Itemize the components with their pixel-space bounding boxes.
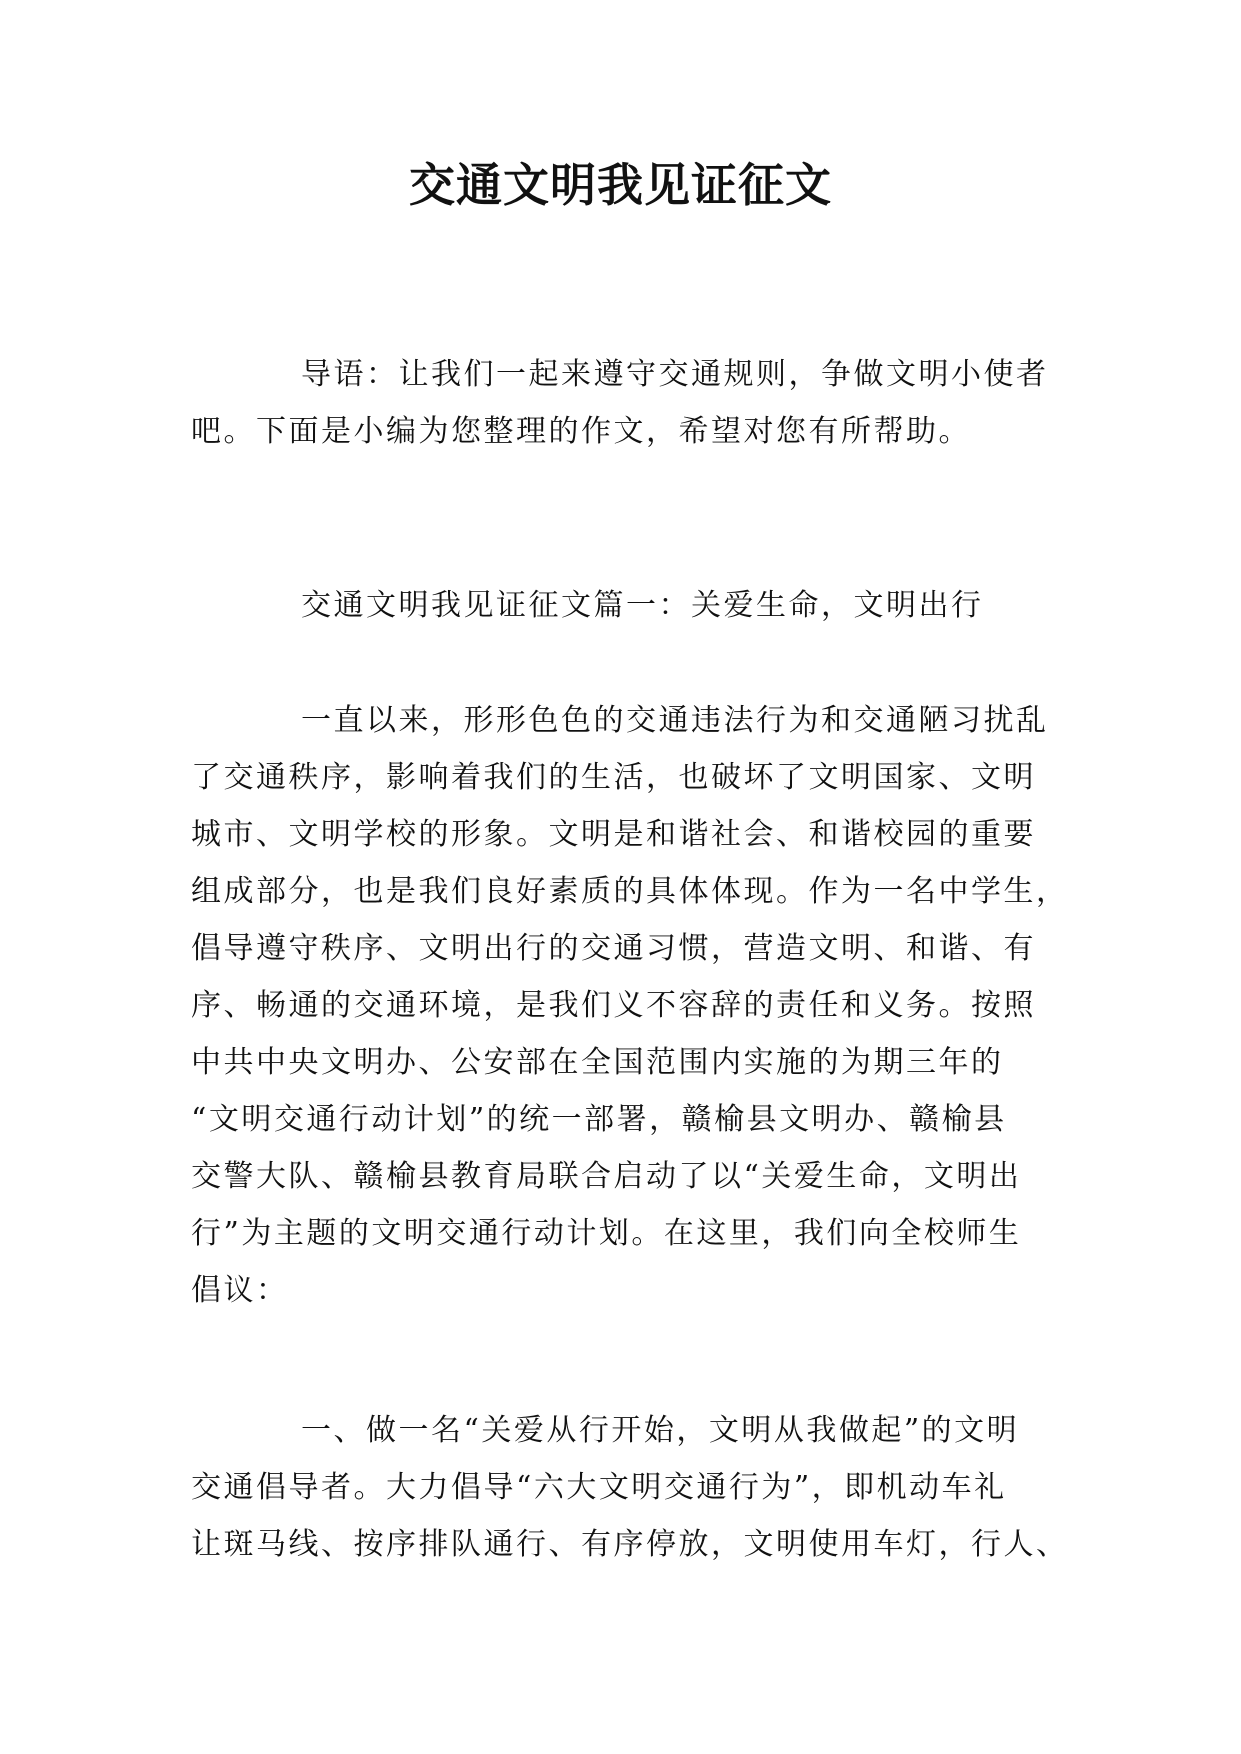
body-line: 组成部分，也是我们良好素质的具体体现。作为一名中学生， [191,874,1069,909]
body-line: 倡导遵守秩序、文明出行的交通习惯，营造文明、和谐、有 [191,931,1036,966]
body-line: 让斑马线、按序排队通行、有序停放，文明使用车灯，行人、 [191,1527,1069,1562]
intro-line: 导语：让我们一起来遵守交通规则，争做文明小使者 [301,357,1049,392]
section-heading-text: 交通文明我见证征文篇一：关爱生命，文明出行 [301,588,984,623]
body-line: 行”为主题的文明交通行动计划。在这里，我们向全校师生 [191,1216,1022,1251]
document-title: 交通文明我见证征文 [409,158,832,212]
body-paragraph-2 [191,1402,1069,1573]
intro-paragraph [191,346,1051,460]
body-line: 交警大队、赣榆县教育局联合启动了以“关爱生命，文明出 [191,1159,1022,1194]
body-line: 倡议： [191,1273,289,1308]
body-line: 序、畅通的交通环境，是我们义不容辞的责任和义务。按照 [191,988,1036,1023]
body-line: 城市、文明学校的形象。文明是和谐社会、和谐校园的重要 [191,817,1036,852]
body-line: 中共中央文明办、公安部在全国范围内实施的为期三年的 [191,1045,1004,1080]
body-line: 一、做一名“关爱从行开始，文明从我做起”的文明 [301,1413,1020,1448]
section-heading [191,577,1051,634]
intro-line: 吧。下面是小编为您整理的作文，希望对您有所帮助。 [191,414,971,449]
body-paragraph-1 [191,692,1069,1319]
body-line: 一直以来，形形色色的交通违法行为和交通陋习扰乱 [301,703,1049,738]
body-line: 交通倡导者。大力倡导“六大文明交通行为”，即机动车礼 [191,1470,1007,1505]
body-line: 了交通秩序，影响着我们的生活，也破坏了文明国家、文明 [191,760,1036,795]
body-line: “文明交通行动计划”的统一部署，赣榆县文明办、赣榆县 [191,1102,1007,1137]
